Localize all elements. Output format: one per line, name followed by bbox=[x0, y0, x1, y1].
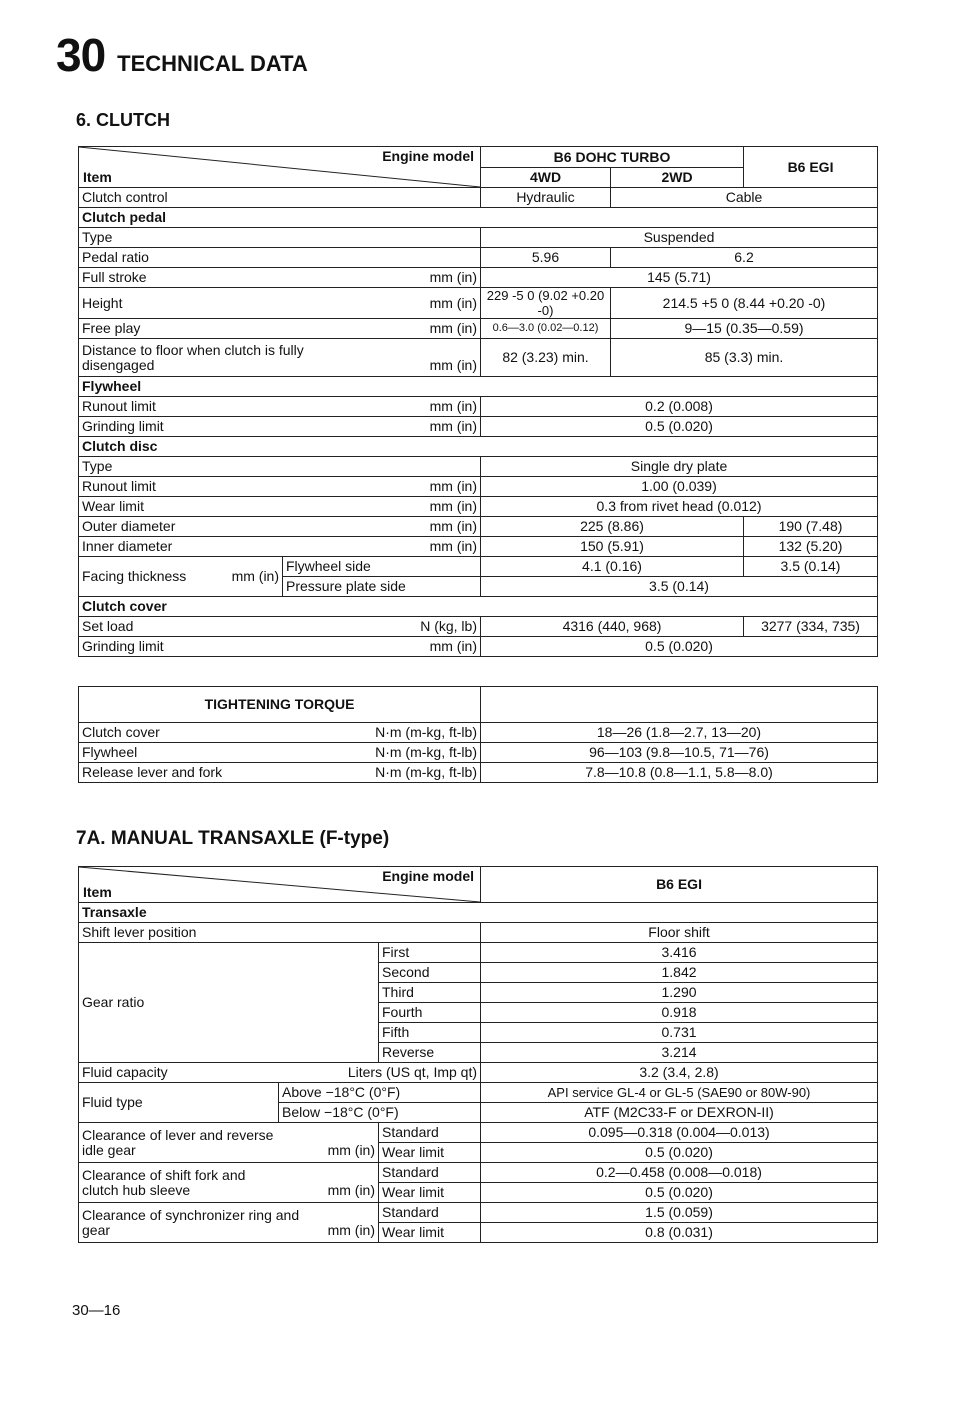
facing-fw-turbo: 4.1 (0.16) bbox=[481, 557, 744, 577]
chapter-title: TECHNICAL DATA bbox=[117, 51, 308, 76]
fluid-type-label: Fluid type bbox=[79, 1083, 279, 1123]
engine-model-label: Engine model bbox=[382, 868, 475, 884]
pressure-side-label: Pressure plate side bbox=[283, 577, 481, 597]
disc-wear-value: 0.3 from rivet head (0.012) bbox=[481, 497, 878, 517]
clear-sync-standard: Standard bbox=[379, 1203, 481, 1223]
transaxle-table bbox=[78, 866, 878, 1243]
clutch-pedal-title: Clutch pedal bbox=[79, 208, 878, 228]
gear-value: 0.918 bbox=[481, 1003, 878, 1023]
torque-title: TIGHTENING TORQUE bbox=[79, 687, 481, 723]
fw-grinding-label: Grinding limit bbox=[82, 418, 164, 434]
shift-lever-label: Shift lever position bbox=[79, 923, 481, 943]
facing-unit: mm (in) bbox=[231, 568, 279, 584]
height-label: Height bbox=[82, 294, 123, 311]
gear-name: Second bbox=[379, 963, 481, 983]
distance-other: 85 (3.3) min. bbox=[611, 339, 878, 377]
outer-dia-egi: 190 (7.48) bbox=[744, 517, 878, 537]
torque-unit: N·m (m-kg, ft-lb) bbox=[375, 764, 477, 780]
fw-runout-value: 0.2 (0.008) bbox=[481, 397, 878, 417]
free-play-other: 9—15 (0.35—0.59) bbox=[611, 319, 878, 339]
torque-unit: N·m (m-kg, ft-lb) bbox=[375, 724, 477, 740]
4wd-header: 4WD bbox=[481, 168, 611, 188]
inner-dia-label: Inner diameter bbox=[82, 538, 173, 554]
clear-lever-unit: mm (in) bbox=[327, 1141, 375, 1158]
item-engine-header bbox=[79, 147, 481, 188]
cover-grinding-unit: mm (in) bbox=[429, 638, 477, 654]
outer-dia-label: Outer diameter bbox=[82, 518, 176, 534]
flywheel-title: Flywheel bbox=[79, 377, 878, 397]
item-engine-header bbox=[79, 867, 481, 903]
set-load-turbo: 4316 (440, 968) bbox=[481, 617, 744, 637]
distance-unit: mm (in) bbox=[429, 356, 477, 373]
gear-name: Fifth bbox=[379, 1023, 481, 1043]
torque-label: Flywheel bbox=[82, 744, 138, 760]
clear-fork-std-value: 0.2—0.458 (0.008—0.018) bbox=[481, 1163, 878, 1183]
full-stroke-value: 145 (5.71) bbox=[481, 268, 878, 288]
full-stroke-label: Full stroke bbox=[82, 269, 147, 285]
gear-name: Reverse bbox=[379, 1043, 481, 1063]
clear-lever-std-value: 0.095—0.318 (0.004—0.013) bbox=[481, 1123, 878, 1143]
clear-lever-wear-value: 0.5 (0.020) bbox=[481, 1143, 878, 1163]
pedal-ratio-4wd: 5.96 bbox=[481, 248, 611, 268]
torque-value: 7.8—10.8 (0.8—1.1, 5.8—8.0) bbox=[481, 763, 878, 783]
fluid-capacity-value: 3.2 (3.4, 2.8) bbox=[481, 1063, 878, 1083]
free-play-4wd: 0.6—3.0 (0.02—0.12) bbox=[481, 319, 611, 339]
disc-type-value: Single dry plate bbox=[481, 457, 878, 477]
torque-unit: N·m (m-kg, ft-lb) bbox=[375, 744, 477, 760]
pedal-type-label: Type bbox=[79, 228, 481, 248]
clear-sync-std-value: 1.5 (0.059) bbox=[481, 1203, 878, 1223]
free-play-unit: mm (in) bbox=[429, 320, 477, 336]
flywheel-side-label: Flywheel side bbox=[283, 557, 481, 577]
gear-value: 1.842 bbox=[481, 963, 878, 983]
clear-lever-wear: Wear limit bbox=[379, 1143, 481, 1163]
clear-lever-standard: Standard bbox=[379, 1123, 481, 1143]
cover-grinding-label: Grinding limit bbox=[82, 638, 164, 654]
pedal-type-value: Suspended bbox=[481, 228, 878, 248]
gear-name: Fourth bbox=[379, 1003, 481, 1023]
gear-value: 1.290 bbox=[481, 983, 878, 1003]
fluid-type-above: Above −18°C (0°F) bbox=[279, 1083, 481, 1103]
clear-sync-label-1: Clearance of synchronizer ring and bbox=[82, 1206, 300, 1223]
page-header bbox=[56, 28, 308, 82]
chapter-number: 30 bbox=[56, 29, 106, 81]
free-play-label: Free play bbox=[82, 320, 141, 336]
inner-dia-egi: 132 (5.20) bbox=[744, 537, 878, 557]
facing-label: Facing thickness bbox=[82, 568, 187, 584]
fw-runout-label: Runout limit bbox=[82, 398, 156, 414]
fw-grinding-unit: mm (in) bbox=[429, 418, 477, 434]
disc-type-label: Type bbox=[79, 457, 481, 477]
facing-pp-value: 3.5 (0.14) bbox=[481, 577, 878, 597]
clear-sync-wear: Wear limit bbox=[379, 1223, 481, 1243]
set-load-label: Set load bbox=[82, 618, 134, 634]
cover-grinding-value: 0.5 (0.020) bbox=[481, 637, 878, 657]
disc-runout-value: 1.00 (0.039) bbox=[481, 477, 878, 497]
engine-model-label: Engine model bbox=[382, 148, 474, 164]
gear-ratio-label: Gear ratio bbox=[79, 943, 379, 1063]
disc-runout-label: Runout limit bbox=[82, 478, 156, 494]
disc-wear-unit: mm (in) bbox=[429, 498, 477, 514]
clear-fork-wear-value: 0.5 (0.020) bbox=[481, 1183, 878, 1203]
pedal-ratio-other: 6.2 bbox=[611, 248, 878, 268]
clear-fork-unit: mm (in) bbox=[327, 1181, 375, 1198]
clear-sync-wear-value: 0.8 (0.031) bbox=[481, 1223, 878, 1243]
fw-runout-unit: mm (in) bbox=[429, 398, 477, 414]
torque-label: Clutch cover bbox=[82, 724, 160, 740]
disc-runout-unit: mm (in) bbox=[429, 478, 477, 494]
set-load-egi: 3277 (334, 735) bbox=[744, 617, 878, 637]
transaxle-section-title: 7A. MANUAL TRANSAXLE (F-type) bbox=[76, 828, 390, 849]
clutch-cover-title: Clutch cover bbox=[79, 597, 878, 617]
clutch-control-4wd: Hydraulic bbox=[481, 188, 611, 208]
gear-value: 3.214 bbox=[481, 1043, 878, 1063]
height-unit: mm (in) bbox=[429, 294, 477, 311]
torque-label: Release lever and fork bbox=[82, 764, 223, 780]
clutch-table bbox=[78, 146, 878, 657]
clear-sync-label-2: gear bbox=[82, 1221, 111, 1238]
inner-dia-turbo: 150 (5.91) bbox=[481, 537, 744, 557]
inner-dia-unit: mm (in) bbox=[429, 538, 477, 554]
b6-egi-header: B6 EGI bbox=[744, 147, 878, 188]
transaxle-group-title: Transaxle bbox=[79, 903, 878, 923]
outer-dia-unit: mm (in) bbox=[429, 518, 477, 534]
distance-4wd: 82 (3.23) min. bbox=[481, 339, 611, 377]
disc-wear-label: Wear limit bbox=[82, 498, 144, 514]
distance-label-2: disengaged bbox=[82, 356, 155, 373]
clear-fork-wear: Wear limit bbox=[379, 1183, 481, 1203]
height-other: 214.5 +5 0 (8.44 +0.20 -0) bbox=[611, 288, 878, 319]
torque-table bbox=[78, 686, 878, 783]
clear-sync-unit: mm (in) bbox=[327, 1221, 375, 1238]
clutch-control-other: Cable bbox=[611, 188, 878, 208]
item-label: Item bbox=[83, 884, 112, 900]
clutch-control-label: Clutch control bbox=[79, 188, 481, 208]
fluid-type-below-value: ATF (M2C33-F or DEXRON-II) bbox=[481, 1103, 878, 1123]
torque-value: 96—103 (9.8—10.5, 71—76) bbox=[481, 743, 878, 763]
clutch-section-title: 6. CLUTCH bbox=[76, 110, 170, 130]
gear-value: 0.731 bbox=[481, 1023, 878, 1043]
set-load-unit: N (kg, lb) bbox=[420, 618, 477, 634]
page-number: 30—16 bbox=[72, 1302, 121, 1319]
fluid-type-above-value: API service GL-4 or GL-5 (SAE90 or 80W-90) bbox=[481, 1083, 878, 1103]
gear-name: First bbox=[379, 943, 481, 963]
clear-lever-label-1: Clearance of lever and reverse bbox=[82, 1126, 274, 1143]
fluid-capacity-label: Fluid capacity bbox=[82, 1064, 168, 1080]
fluid-type-below: Below −18°C (0°F) bbox=[279, 1103, 481, 1123]
facing-fw-egi: 3.5 (0.14) bbox=[744, 557, 878, 577]
clutch-disc-title: Clutch disc bbox=[79, 437, 878, 457]
clear-fork-standard: Standard bbox=[379, 1163, 481, 1183]
b6-dohc-turbo-header: B6 DOHC TURBO bbox=[481, 147, 744, 168]
gear-value: 3.416 bbox=[481, 943, 878, 963]
pedal-ratio-label: Pedal ratio bbox=[79, 248, 481, 268]
2wd-header: 2WD bbox=[611, 168, 744, 188]
b6-egi-header: B6 EGI bbox=[481, 867, 878, 903]
full-stroke-unit: mm (in) bbox=[429, 269, 477, 285]
item-label: Item bbox=[83, 169, 112, 185]
clear-fork-label-2: clutch hub sleeve bbox=[82, 1181, 191, 1198]
gear-name: Third bbox=[379, 983, 481, 1003]
fluid-capacity-unit: Liters (US qt, Imp qt) bbox=[347, 1064, 478, 1080]
torque-value: 18—26 (1.8—2.7, 13—20) bbox=[481, 723, 878, 743]
clear-lever-label-2: idle gear bbox=[82, 1141, 136, 1158]
distance-label-1: Distance to floor when clutch is fully bbox=[82, 341, 304, 358]
fw-grinding-value: 0.5 (0.020) bbox=[481, 417, 878, 437]
shift-lever-value: Floor shift bbox=[481, 923, 878, 943]
clear-fork-label-1: Clearance of shift fork and bbox=[82, 1166, 246, 1183]
outer-dia-turbo: 225 (8.86) bbox=[481, 517, 744, 537]
height-4wd: 229 -5 0 (9.02 +0.20 -0) bbox=[481, 288, 611, 319]
